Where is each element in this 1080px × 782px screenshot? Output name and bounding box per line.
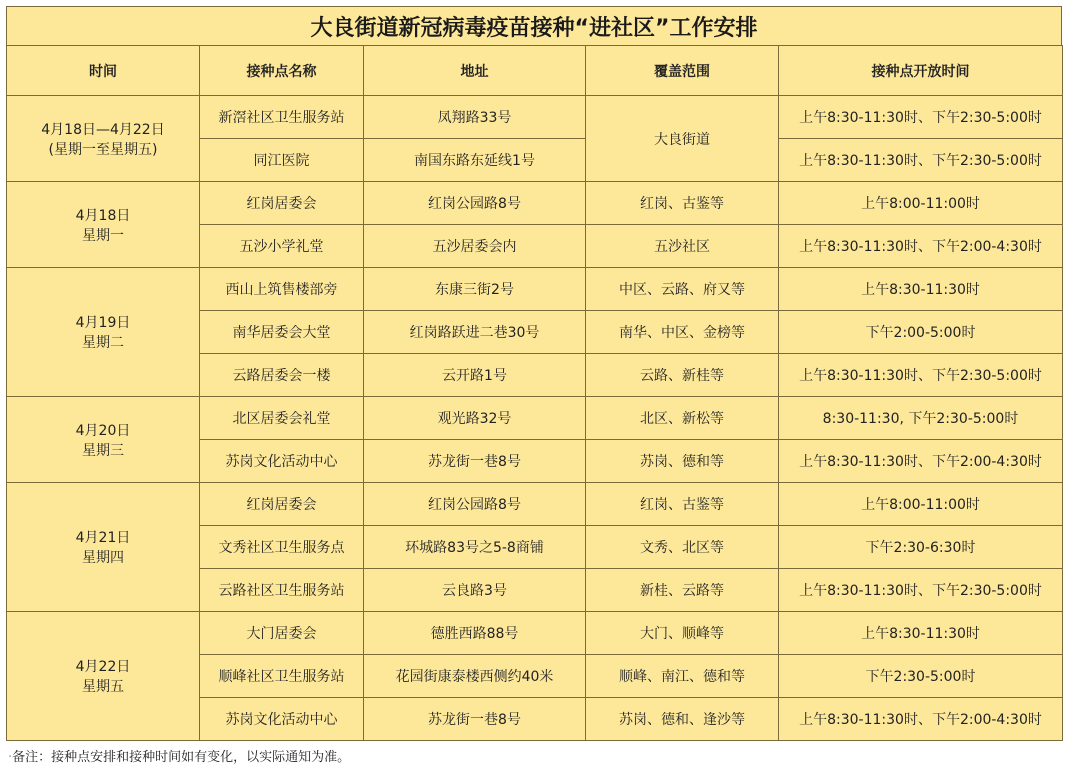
coverage-cell: 五沙社区 — [586, 225, 779, 268]
date-text: 4月19日 — [75, 315, 131, 331]
coverage-cell: 苏岗、德和等 — [586, 440, 779, 483]
coverage-cell: 顺峰、南江、德和等 — [586, 655, 779, 698]
coverage-cell: 北区、新松等 — [586, 397, 779, 440]
site-cell: 苏岗文化活动中心 — [200, 698, 364, 741]
weekday-text: 星期五 — [82, 679, 124, 695]
schedule-table — [6, 45, 1063, 741]
schedule-document — [6, 6, 1062, 741]
hours-cell: 上午8:30-11:30时 — [779, 612, 1063, 655]
table-row — [7, 397, 1063, 440]
hours-cell: 下午2:30-5:00时 — [779, 655, 1063, 698]
header-address: 地址 — [364, 46, 586, 96]
address-cell: 环城路83号之5-8商铺 — [364, 526, 586, 569]
address-cell: 花园街康泰楼西侧约40米 — [364, 655, 586, 698]
weekday-text: 星期四 — [82, 550, 124, 566]
site-cell: 红岗居委会 — [200, 483, 364, 526]
site-cell: 大门居委会 — [200, 612, 364, 655]
table-row — [7, 483, 1063, 526]
address-cell: 红岗公园路8号 — [364, 182, 586, 225]
address-cell: 苏龙街一巷8号 — [364, 698, 586, 741]
address-cell: 红岗公园路8号 — [364, 483, 586, 526]
coverage-cell: 大良街道 — [586, 96, 779, 182]
coverage-cell: 苏岗、德和、逢沙等 — [586, 698, 779, 741]
site-cell: 文秀社区卫生服务点 — [200, 526, 364, 569]
hours-cell: 上午8:30-11:30时、下午2:30-5:00时 — [779, 354, 1063, 397]
address-cell: 云开路1号 — [364, 354, 586, 397]
header-site: 接种点名称 — [200, 46, 364, 96]
address-cell: 观光路32号 — [364, 397, 586, 440]
weekday-text: (星期一至星期五) — [48, 141, 158, 158]
address-cell: 五沙居委会内 — [364, 225, 586, 268]
hours-cell: 上午8:00-11:00时 — [779, 182, 1063, 225]
header-hours: 接种点开放时间 — [779, 46, 1063, 96]
address-cell: 南国东路东延线1号 — [364, 139, 586, 182]
hours-cell: 上午8:30-11:30时、下午2:30-5:00时 — [779, 96, 1063, 139]
coverage-cell: 南华、中区、金榜等 — [586, 311, 779, 354]
table-row — [7, 612, 1063, 655]
date-cell — [7, 96, 200, 182]
site-cell: 南华居委会大堂 — [200, 311, 364, 354]
table-row — [7, 96, 1063, 139]
site-cell: 西山上筑售楼部旁 — [200, 268, 364, 311]
coverage-cell: 大门、顺峰等 — [586, 612, 779, 655]
address-cell: 云良路3号 — [364, 569, 586, 612]
site-cell: 云路居委会一楼 — [200, 354, 364, 397]
table-row — [7, 268, 1063, 311]
header-coverage: 覆盖范围 — [586, 46, 779, 96]
weekday-text: 星期三 — [82, 442, 124, 459]
coverage-cell: 红岗、古鉴等 — [586, 483, 779, 526]
weekday-text: 星期二 — [82, 335, 124, 351]
date-text: 4月22日 — [75, 659, 131, 675]
footnote: ·备注：接种点安排和接种时间如有变化，以实际通知为准。 — [8, 750, 351, 765]
hours-cell: 上午8:30-11:30时、下午2:00-4:30时 — [779, 698, 1063, 741]
coverage-cell: 文秀、北区等 — [586, 526, 779, 569]
date-cell — [7, 397, 200, 483]
site-cell: 云路社区卫生服务站 — [200, 569, 364, 612]
hours-cell: 上午8:00-11:00时 — [779, 483, 1063, 526]
date-text: 4月18日 — [75, 207, 131, 224]
date-cell — [7, 268, 200, 397]
table-body — [7, 96, 1063, 741]
date-cell — [7, 483, 200, 612]
address-cell: 红岗路跃进二巷30号 — [364, 311, 586, 354]
hours-cell: 上午8:30-11:30时、下午2:00-4:30时 — [779, 440, 1063, 483]
site-cell: 五沙小学礼堂 — [200, 225, 364, 268]
hours-cell: 上午8:30-11:30时 — [779, 268, 1063, 311]
hours-cell: 上午8:30-11:30时、下午2:00-4:30时 — [779, 225, 1063, 268]
footnote-text: 备注：接种点安排和接种时间如有变化，以实际通知为准。 — [12, 750, 351, 765]
hours-cell: 上午8:30-11:30时、下午2:30-5:00时 — [779, 139, 1063, 182]
date-text: 4月20日 — [75, 422, 131, 439]
hours-cell: 8:30-11:30, 下午2:30-5:00时 — [779, 397, 1063, 440]
coverage-cell: 新桂、云路等 — [586, 569, 779, 612]
date-cell — [7, 182, 200, 268]
table-row — [7, 182, 1063, 225]
address-cell: 苏龙街一巷8号 — [364, 440, 586, 483]
hours-cell: 下午2:30-6:30时 — [779, 526, 1063, 569]
site-cell: 顺峰社区卫生服务站 — [200, 655, 364, 698]
address-cell: 凤翔路33号 — [364, 96, 586, 139]
site-cell: 红岗居委会 — [200, 182, 364, 225]
table-header-row — [7, 46, 1063, 96]
site-cell: 同江医院 — [200, 139, 364, 182]
site-cell: 北区居委会礼堂 — [200, 397, 364, 440]
date-text: 4月21日 — [75, 530, 131, 546]
header-time: 时间 — [7, 46, 200, 96]
coverage-cell: 云路、新桂等 — [586, 354, 779, 397]
address-cell: 德胜西路88号 — [364, 612, 586, 655]
site-cell: 新滘社区卫生服务站 — [200, 96, 364, 139]
coverage-cell: 中区、云路、府又等 — [586, 268, 779, 311]
page-title: 大良街道新冠病毒疫苗接种“进社区”工作安排 — [6, 6, 1062, 45]
hours-cell: 下午2:00-5:00时 — [779, 311, 1063, 354]
coverage-cell: 红岗、古鉴等 — [586, 182, 779, 225]
hours-cell: 上午8:30-11:30时、下午2:30-5:00时 — [779, 569, 1063, 612]
weekday-text: 星期一 — [82, 227, 124, 244]
address-cell: 东康三街2号 — [364, 268, 586, 311]
site-cell: 苏岗文化活动中心 — [200, 440, 364, 483]
date-cell — [7, 612, 200, 741]
date-text: 4月18日—4月22日 — [41, 121, 165, 138]
